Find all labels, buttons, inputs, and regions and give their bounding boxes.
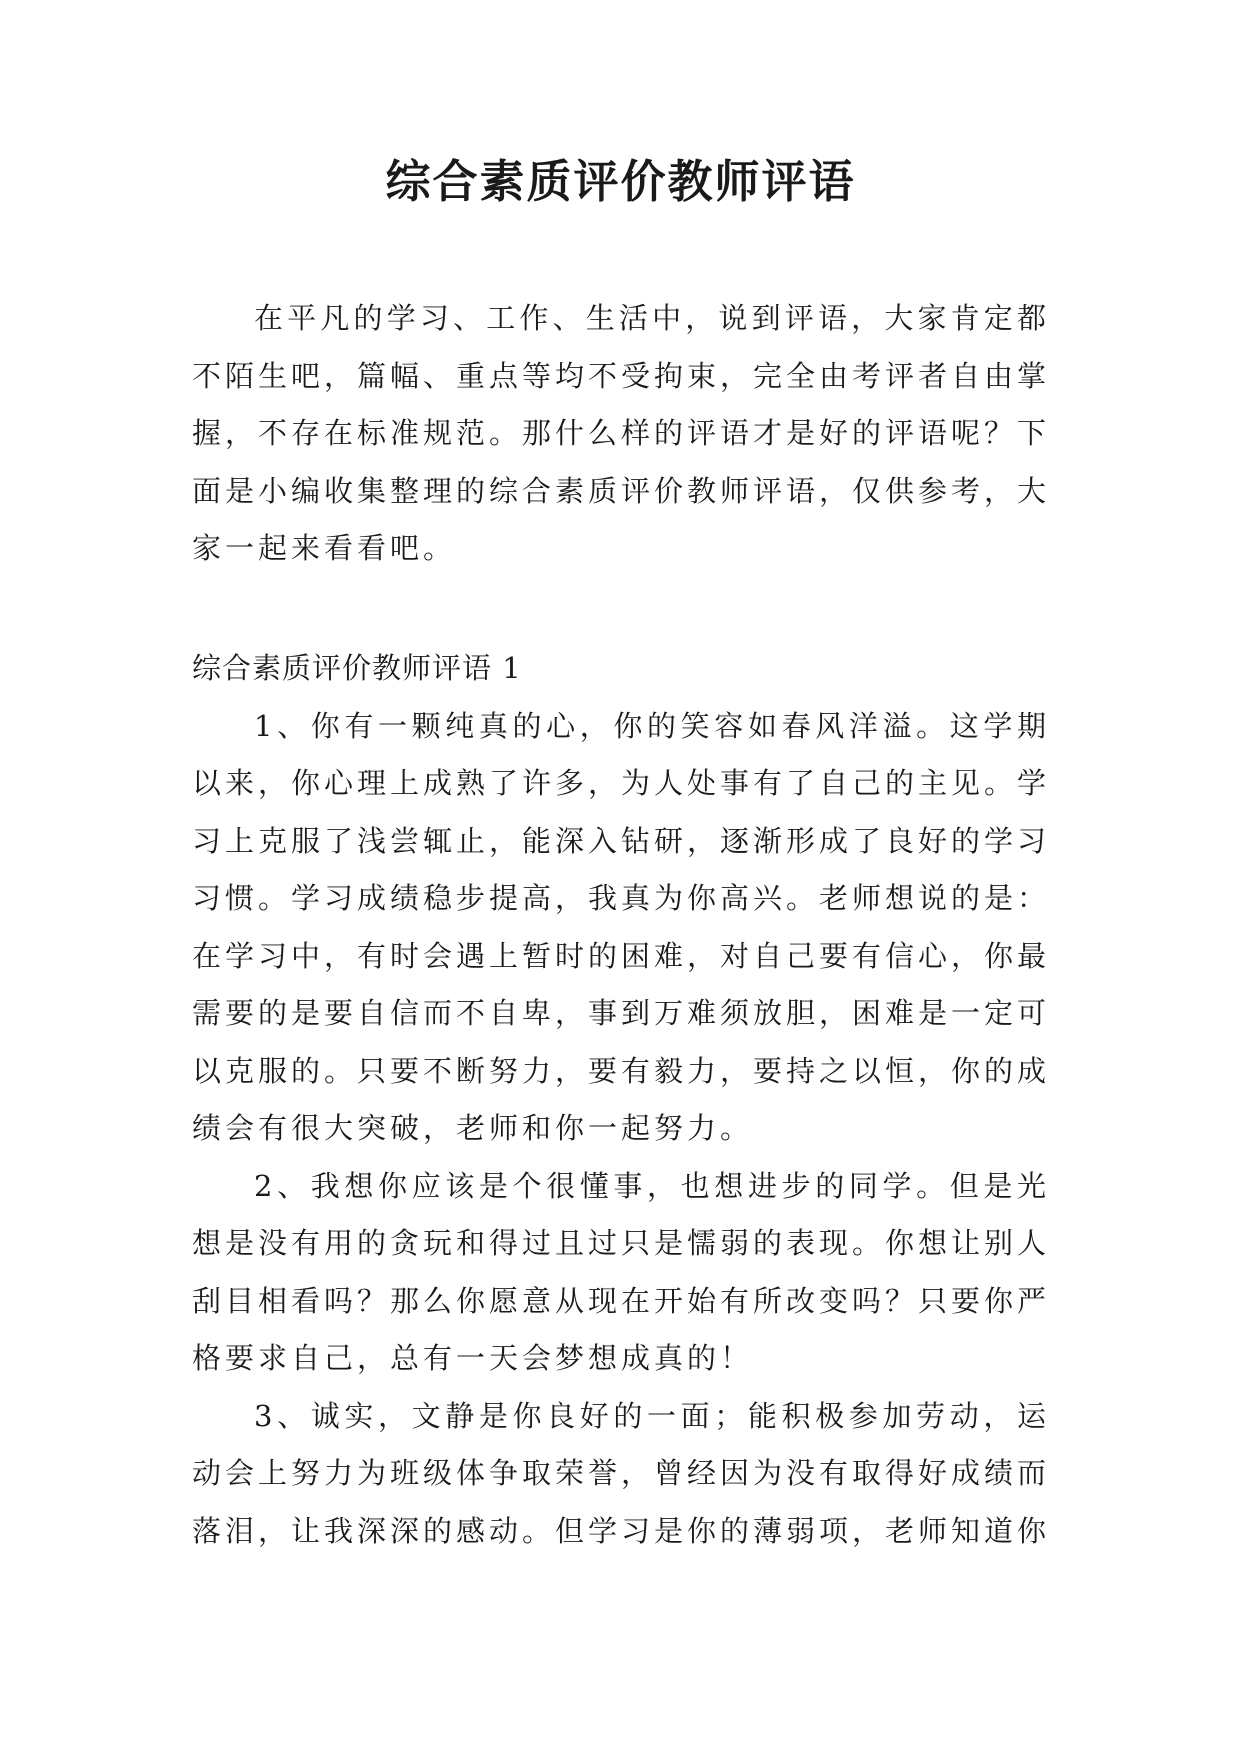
section-heading: 综合素质评价教师评语 1 — [192, 651, 522, 685]
comment-item-2: 2、我想你应该是个很懂事，也想进步的同学。但是光想是没有用的贪玩和得过且过只是懦弱的表现。你想让别人刮目相看吗？那么你愿意从现在开始有所改变吗？只要你严格要求自己，总有一天会梦想成真的！ — [192, 1168, 1051, 1375]
section-block — [192, 640, 1050, 1560]
intro-paragraph: 在平凡的学习、工作、生活中，说到评语，大家肯定都不陌生吧，篇幅、重点等均不受拘束，完全由考评者自由掌握，不存在标准规范。那什么样的评语才是好的评语呢？下面是小编收集整理的综合素质评价教师评语，仅供参考，大家一起来看看吧。 — [192, 301, 1051, 565]
comment-item-1: 1、你有一颗纯真的心，你的笑容如春风洋溢。这学期以来，你心理上成熟了许多，为人处事有了自己的主见。学习上克服了浅尝辄止，能深入钻研，逐渐形成了良好的学习习惯。学习成绩稳步提高，我真为你高兴。老师想说的是：在学习中，有时会遇上暂时的困难，对自己要有信心，你最需要的是要自信而不自卑，事到万难须放胆，困难是一定可以克服的。只要不断努力，要有毅力，要持之以恒，你的成绩会有很大突破，老师和你一起努力。 — [192, 708, 1051, 1145]
comment-item-3: 3、诚实，文静是你良好的一面；能积极参加劳动，运动会上努力为班级体争取荣誉，曾经因为没有取得好成绩而落泪，让我深深的感动。但学习是你的薄弱项，老师知道你 — [192, 1398, 1051, 1548]
document-title: 综合素质评价教师评语 — [385, 155, 856, 208]
intro-block — [192, 290, 1050, 578]
